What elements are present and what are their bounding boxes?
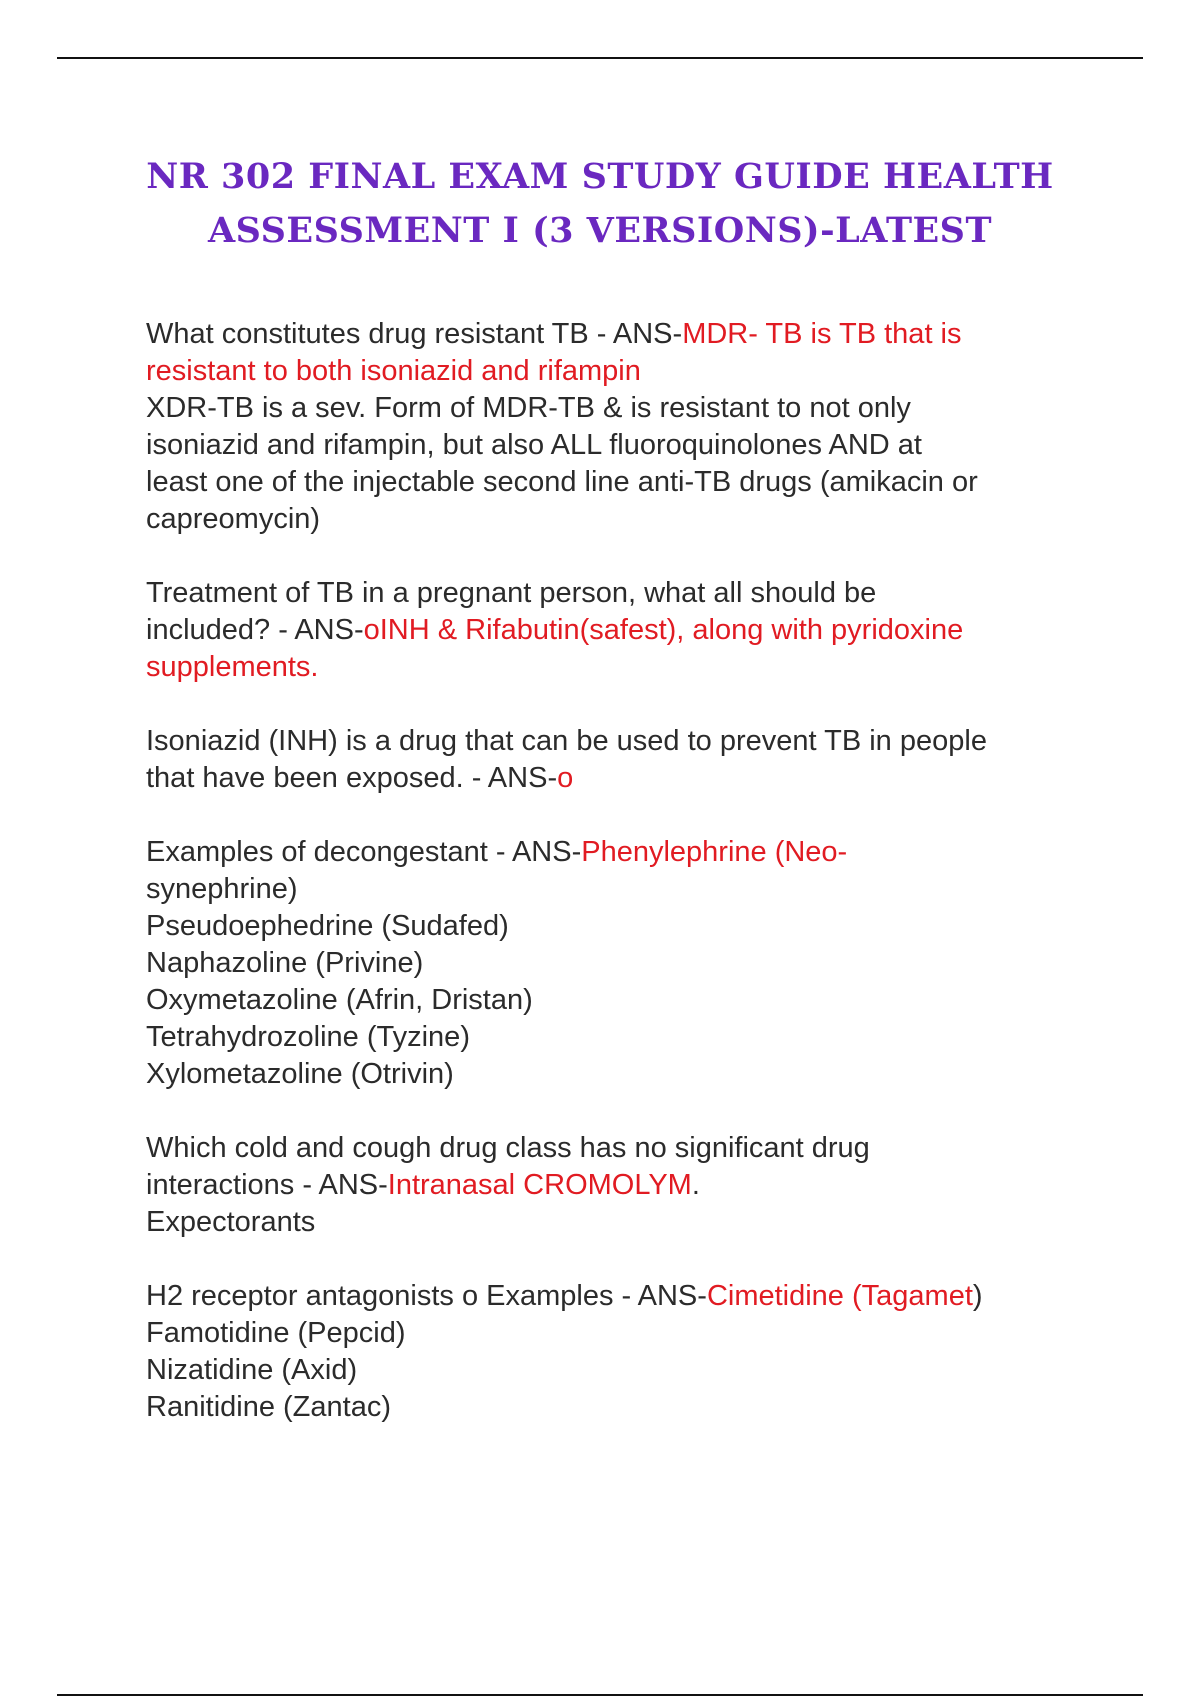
question-text: that have been exposed. - ANS- <box>146 762 558 794</box>
qa-block-1 <box>146 316 1096 538</box>
qa3-line-2 <box>146 760 1096 797</box>
answer-detail-line: Xylometazoline (Otrivin) <box>146 1058 454 1090</box>
answer-detail-line: Pseudoephedrine (Sudafed) <box>146 910 509 942</box>
question-text: included? - ANS- <box>146 614 364 646</box>
question-text: Isoniazid (INH) is a drug that can be used to prevent TB in people <box>146 725 987 757</box>
answer-text: Cimetidine (Tagamet <box>706 1280 973 1312</box>
answer-text: supplements. <box>146 651 319 683</box>
qa1-line-1 <box>146 316 1096 353</box>
answer-detail-line: least one of the injectable second line anti-TB drugs (amikacin or <box>146 466 978 498</box>
qa-block-4 <box>146 834 1096 1093</box>
answer-detail-line: Famotidine (Pepcid) <box>146 1317 406 1349</box>
answer-detail-line: Tetrahydrozoline (Tyzine) <box>146 1021 470 1053</box>
qa6-line-1 <box>146 1278 1096 1315</box>
answer-text: Phenylephrine (Neo- <box>581 836 848 868</box>
question-text: H2 receptor antagonists o Examples - ANS- <box>146 1280 707 1312</box>
title-line-1: NR 302 FINAL EXAM STUDY GUIDE HEALTH <box>146 156 1054 197</box>
page-title <box>100 150 1100 258</box>
question-text: Treatment of TB in a pregnant person, what all should be <box>146 577 877 609</box>
answer-detail-line: Expectorants <box>146 1206 316 1238</box>
answer-text: oINH & Rifabutin(safest), along with pyridoxine <box>363 614 964 646</box>
top-rule <box>57 57 1143 59</box>
answer-detail-line: XDR-TB is a sev. Form of MDR-TB & is resistant to not only <box>146 392 911 424</box>
qa-block-3 <box>146 723 1096 797</box>
answer-text: resistant to both isoniazid and rifampin <box>146 355 641 387</box>
qa-block-2 <box>146 575 1096 686</box>
qa-block-6 <box>146 1278 1096 1426</box>
question-text: Which cold and cough drug class has no significant drug <box>146 1132 870 1164</box>
answer-detail-line: synephrine) <box>146 873 298 905</box>
answer-text: Intranasal CROMOLYM <box>387 1169 692 1201</box>
qa-block-5 <box>146 1130 1096 1241</box>
answer-tail: . <box>691 1169 700 1201</box>
answer-detail-line: Oxymetazoline (Afrin, Dristan) <box>146 984 533 1016</box>
study-guide-content <box>146 316 1096 1463</box>
qa4-line-1 <box>146 834 1096 871</box>
question-text: Examples of decongestant - ANS- <box>146 836 582 868</box>
answer-detail-line: Naphazoline (Privine) <box>146 947 424 979</box>
qa2-line-2 <box>146 612 1096 649</box>
answer-text: o <box>557 762 574 794</box>
answer-detail-line: isoniazid and rifampin, but also ALL fluoroquinolones AND at <box>146 429 922 461</box>
answer-detail-line: capreomycin) <box>146 503 321 535</box>
answer-detail-line: Ranitidine (Zantac) <box>146 1391 391 1423</box>
question-text: What constitutes drug resistant TB - ANS- <box>146 318 683 350</box>
answer-detail-line: Nizatidine (Axid) <box>146 1354 358 1386</box>
title-line-2: ASSESSMENT I (3 VERSIONS)-LATEST <box>207 210 992 251</box>
question-text: interactions - ANS- <box>146 1169 388 1201</box>
answer-text: MDR- TB is TB that is <box>682 318 962 350</box>
answer-tail: ) <box>972 1280 983 1312</box>
bottom-rule <box>57 1694 1143 1696</box>
qa5-line-2 <box>146 1167 1096 1204</box>
